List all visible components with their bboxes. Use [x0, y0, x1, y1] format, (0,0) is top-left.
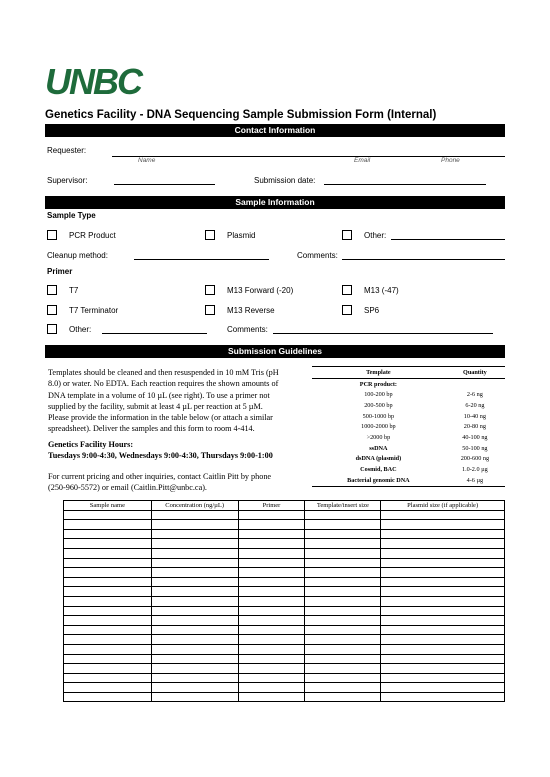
plasmid-size-cell[interactable]	[381, 692, 505, 702]
template-cell: 100-200 bp	[364, 391, 393, 399]
sample-name-cell[interactable]	[64, 539, 152, 549]
sample-name-cell[interactable]	[64, 664, 152, 674]
phone-hint: Phone	[441, 157, 460, 164]
template-header: Template	[312, 367, 445, 379]
primer-cell[interactable]	[238, 654, 305, 664]
sample-name-cell[interactable]	[64, 510, 152, 520]
table-row	[64, 558, 505, 568]
table-row	[312, 432, 505, 443]
sample-name-cell[interactable]	[64, 644, 152, 654]
m13-forward-checkbox[interactable]	[205, 285, 215, 295]
concentration-cell[interactable]	[151, 529, 238, 539]
plasmid-size-cell[interactable]	[381, 606, 505, 616]
primer-cell[interactable]	[238, 596, 305, 606]
table-row	[64, 520, 505, 530]
insert-size-cell[interactable]	[305, 596, 381, 606]
template-cell: >2000 bp	[366, 433, 391, 441]
guideline-line: Templates should be cleaned and then resuspended in 10 mM Tris (pH	[48, 368, 279, 377]
sample-name-cell[interactable]	[64, 520, 152, 530]
quantity-header: Quantity	[445, 367, 505, 379]
sample-name-cell[interactable]	[64, 587, 152, 597]
table-row	[64, 616, 505, 626]
sample-name-cell[interactable]	[64, 683, 152, 693]
table-row	[312, 475, 505, 486]
concentration-cell[interactable]	[151, 635, 238, 645]
plasmid-size-cell[interactable]	[381, 520, 505, 530]
insert-size-cell[interactable]	[305, 692, 381, 702]
primer-cell[interactable]	[238, 558, 305, 568]
concentration-cell[interactable]	[151, 568, 238, 578]
insert-size-cell[interactable]	[305, 673, 381, 683]
name-hint: Name	[138, 157, 156, 164]
table-row	[64, 654, 505, 664]
insert-size-cell[interactable]	[305, 548, 381, 558]
insert-size-cell[interactable]	[305, 558, 381, 568]
contact-info	[48, 471, 310, 494]
sample-name-cell[interactable]	[64, 568, 152, 578]
primer-cell[interactable]	[238, 568, 305, 578]
table-row	[64, 692, 505, 702]
plasmid-size-cell[interactable]	[381, 596, 505, 606]
primer-cell[interactable]	[238, 673, 305, 683]
insert-size-cell[interactable]	[305, 625, 381, 635]
guidelines-text	[48, 367, 310, 435]
table-row	[64, 635, 505, 645]
primer-cell[interactable]	[238, 635, 305, 645]
table-row	[312, 378, 505, 389]
table-row	[64, 664, 505, 674]
sample-name-header: Sample name	[64, 501, 152, 511]
unbc-logo	[45, 61, 141, 102]
table-row	[64, 529, 505, 539]
plasmid-size-header: Plasmid size (if applicable)	[381, 501, 505, 511]
template-cell: PCR product:	[359, 380, 397, 388]
quantity-cell: 4-6 µg	[445, 475, 505, 486]
concentration-cell[interactable]	[151, 606, 238, 616]
quantity-cell: 40-100 ng	[462, 433, 488, 441]
concentration-cell[interactable]	[151, 577, 238, 587]
primer-cell[interactable]	[238, 625, 305, 635]
insert-size-cell[interactable]	[305, 616, 381, 626]
primer-cell[interactable]	[238, 577, 305, 587]
t7-terminator-label: T7 Terminator	[69, 306, 119, 315]
plasmid-label: Plasmid	[227, 231, 256, 240]
facility-hours	[48, 439, 310, 462]
email-hint: Email	[354, 157, 371, 164]
plasmid-size-cell[interactable]	[381, 654, 505, 664]
t7-checkbox[interactable]	[47, 285, 57, 295]
primer-cell[interactable]	[238, 529, 305, 539]
plasmid-size-cell[interactable]	[381, 616, 505, 626]
quantity-cell: 50-100 ng	[462, 444, 488, 452]
insert-size-cell[interactable]	[305, 664, 381, 674]
cleanup-method-label: Cleanup method:	[47, 251, 108, 260]
m13-47-label: M13 (-47)	[364, 286, 399, 295]
sample-name-cell[interactable]	[64, 577, 152, 587]
m13-47-checkbox[interactable]	[342, 285, 352, 295]
table-row	[64, 539, 505, 549]
quantity-cell: 2-6 ng	[466, 391, 483, 399]
primer-cell[interactable]	[238, 539, 305, 549]
insert-size-cell[interactable]	[305, 520, 381, 530]
concentration-cell[interactable]	[151, 520, 238, 530]
template-cell: Cosmid, BAC	[360, 466, 397, 474]
guideline-line: Please provide the information in the table below (or attach a similar	[48, 413, 273, 423]
guidelines-section-header: Submission Guidelines	[45, 345, 505, 358]
plasmid-size-cell[interactable]	[381, 625, 505, 635]
primer-cell[interactable]	[238, 664, 305, 674]
primer-cell[interactable]	[238, 548, 305, 558]
sample-name-cell[interactable]	[64, 654, 152, 664]
quantity-cell: 20-80 ng	[463, 423, 486, 431]
primer-heading: Primer	[47, 267, 73, 276]
t7-terminator-checkbox[interactable]	[47, 305, 57, 315]
plasmid-size-cell[interactable]	[381, 529, 505, 539]
form-title: Genetics Facility - DNA Sequencing Sample Submission Form (Internal)	[45, 109, 437, 121]
table-row	[64, 644, 505, 654]
insert-size-cell[interactable]	[305, 587, 381, 597]
m13-forward-label: M13 Forward (-20)	[227, 286, 294, 295]
plasmid-checkbox[interactable]	[205, 230, 215, 240]
concentration-cell[interactable]	[151, 596, 238, 606]
guideline-line: supplied by the facility, submit at least 4 µL per reaction at 5 µM.	[48, 401, 263, 411]
table-row	[312, 421, 505, 432]
sample-name-cell[interactable]	[64, 625, 152, 635]
sample-section-header: Sample Information	[45, 196, 505, 209]
requester-label: Requester:	[47, 146, 87, 155]
guideline-line: 8.0) or water. No EDTA. Each reaction requires the shown amounts of	[48, 379, 279, 389]
primer-cell[interactable]	[238, 520, 305, 530]
other-primer-label: Other:	[69, 325, 92, 334]
table-row	[64, 683, 505, 693]
plasmid-size-cell[interactable]	[381, 673, 505, 683]
concentration-cell[interactable]	[151, 616, 238, 626]
table-row	[312, 443, 505, 454]
table-row	[64, 606, 505, 616]
plasmid-size-cell[interactable]	[381, 510, 505, 520]
template-cell: dsDNA (plasmid)	[355, 455, 402, 463]
quantity-cell	[445, 378, 505, 389]
insert-size-cell[interactable]	[305, 568, 381, 578]
template-cell: ssDNA	[369, 444, 388, 452]
table-row	[64, 625, 505, 635]
primer-cell[interactable]	[238, 510, 305, 520]
other-primer-field[interactable]	[102, 333, 207, 334]
concentration-cell[interactable]	[151, 587, 238, 597]
concentration-cell[interactable]	[151, 510, 238, 520]
insert-size-cell[interactable]	[305, 644, 381, 654]
quantity-cell: 6-20 ng	[465, 401, 485, 409]
plasmid-size-cell[interactable]	[381, 548, 505, 558]
template-quantity-table	[312, 366, 505, 487]
other-primer-checkbox[interactable]	[47, 324, 57, 334]
sp6-label: SP6	[364, 306, 380, 315]
sample-comments-label: Comments:	[297, 251, 338, 260]
sample-name-cell[interactable]	[64, 529, 152, 539]
insert-size-cell[interactable]	[305, 606, 381, 616]
guideline-line: DNA template in a volume of 10 µL (see right). To use a primer not	[48, 390, 270, 400]
concentration-header: Concentration (ng/µL)	[151, 501, 238, 511]
other-type-label: Other:	[364, 231, 387, 240]
concentration-cell[interactable]	[151, 548, 238, 558]
concentration-cell[interactable]	[151, 664, 238, 674]
concentration-cell[interactable]	[151, 654, 238, 664]
plasmid-size-cell[interactable]	[381, 558, 505, 568]
plasmid-size-cell[interactable]	[381, 587, 505, 597]
pcr-product-label: PCR Product	[69, 231, 116, 240]
table-row	[64, 673, 505, 683]
sample-name-cell[interactable]	[64, 692, 152, 702]
sample-name-cell[interactable]	[64, 673, 152, 683]
submission-date-label: Submission date:	[254, 176, 316, 185]
primer-cell[interactable]	[238, 616, 305, 626]
primer-cell[interactable]	[238, 692, 305, 702]
template-cell: Bacterial genomic DNA	[312, 475, 445, 486]
contact-line: (250-960-5572) or email (Caitlin.Pitt@unbc.ca).	[48, 483, 207, 493]
contact-line: For current pricing and other inquiries, contact Caitlin Pitt by phone	[48, 472, 272, 481]
primer-cell[interactable]	[238, 683, 305, 693]
concentration-cell[interactable]	[151, 683, 238, 693]
supervisor-field[interactable]	[114, 184, 215, 185]
primer-header: Primer	[238, 501, 305, 511]
table-row	[312, 454, 505, 465]
guideline-line: spreadsheet). Deliver the samples and this form to room 4-414.	[48, 424, 255, 434]
table-row	[64, 510, 505, 520]
insert-size-header: Template/insert size	[305, 501, 381, 511]
insert-size-cell[interactable]	[305, 577, 381, 587]
insert-size-cell[interactable]	[305, 510, 381, 520]
sample-entry-table	[63, 500, 505, 702]
other-type-field[interactable]	[391, 239, 505, 240]
sp6-checkbox[interactable]	[342, 305, 352, 315]
template-cell: 1000-2000 bp	[361, 423, 396, 431]
sample-name-cell[interactable]	[64, 635, 152, 645]
m13-reverse-checkbox[interactable]	[205, 305, 215, 315]
plasmid-size-cell[interactable]	[381, 664, 505, 674]
insert-size-cell[interactable]	[305, 635, 381, 645]
quantity-cell: 1.0-2.0 µg	[462, 466, 488, 474]
m13-reverse-label: M13 Reverse	[227, 306, 275, 315]
table-row	[312, 400, 505, 411]
primer-comments-label: Comments:	[227, 325, 268, 334]
concentration-cell[interactable]	[151, 644, 238, 654]
sample-type-heading: Sample Type	[47, 211, 96, 220]
concentration-cell[interactable]	[151, 539, 238, 549]
insert-size-cell[interactable]	[305, 539, 381, 549]
sample-name-cell[interactable]	[64, 548, 152, 558]
primer-cell[interactable]	[238, 644, 305, 654]
pcr-product-checkbox[interactable]	[47, 230, 57, 240]
primer-cell[interactable]	[238, 587, 305, 597]
submission-date-field[interactable]	[324, 184, 486, 185]
other-type-checkbox[interactable]	[342, 230, 352, 240]
table-row	[312, 464, 505, 475]
quantity-cell: 10-40 ng	[463, 412, 486, 420]
table-row	[64, 577, 505, 587]
contact-section-header: Contact Information	[45, 124, 505, 137]
table-row	[64, 548, 505, 558]
sample-name-cell[interactable]	[64, 558, 152, 568]
t7-label: T7	[69, 286, 79, 295]
sample-comments-field[interactable]	[342, 259, 505, 260]
table-row	[312, 389, 505, 400]
insert-size-cell[interactable]	[305, 683, 381, 693]
primer-cell[interactable]	[238, 606, 305, 616]
concentration-cell[interactable]	[151, 673, 238, 683]
supervisor-label: Supervisor:	[47, 176, 88, 185]
sample-name-cell[interactable]	[64, 616, 152, 626]
template-cell: 200-500 bp	[364, 401, 393, 409]
table-row	[64, 596, 505, 606]
insert-size-cell[interactable]	[305, 654, 381, 664]
hours-label: Genetics Facility Hours:	[48, 440, 134, 449]
plasmid-size-cell[interactable]	[381, 539, 505, 549]
plasmid-size-cell[interactable]	[381, 644, 505, 654]
template-cell: 500-1000 bp	[362, 412, 395, 420]
hours-text: Tuesdays 9:00-4:30, Wednesdays 9:00-4:30, Thursdays 9:00-1:00	[48, 451, 273, 461]
plasmid-size-cell[interactable]	[381, 683, 505, 693]
table-row	[312, 411, 505, 422]
table-row	[64, 568, 505, 578]
plasmid-size-cell[interactable]	[381, 635, 505, 645]
cleanup-method-field[interactable]	[134, 259, 269, 260]
table-row	[64, 587, 505, 597]
sample-name-cell[interactable]	[64, 606, 152, 616]
insert-size-cell[interactable]	[305, 529, 381, 539]
logo-text: UNBC	[45, 61, 141, 102]
plasmid-size-cell[interactable]	[381, 577, 505, 587]
quantity-cell: 200-600 ng	[460, 455, 490, 463]
concentration-cell[interactable]	[151, 692, 238, 702]
plasmid-size-cell[interactable]	[381, 568, 505, 578]
concentration-cell[interactable]	[151, 558, 238, 568]
concentration-cell[interactable]	[151, 625, 238, 635]
primer-comments-field[interactable]	[273, 333, 493, 334]
sample-name-cell[interactable]	[64, 596, 152, 606]
